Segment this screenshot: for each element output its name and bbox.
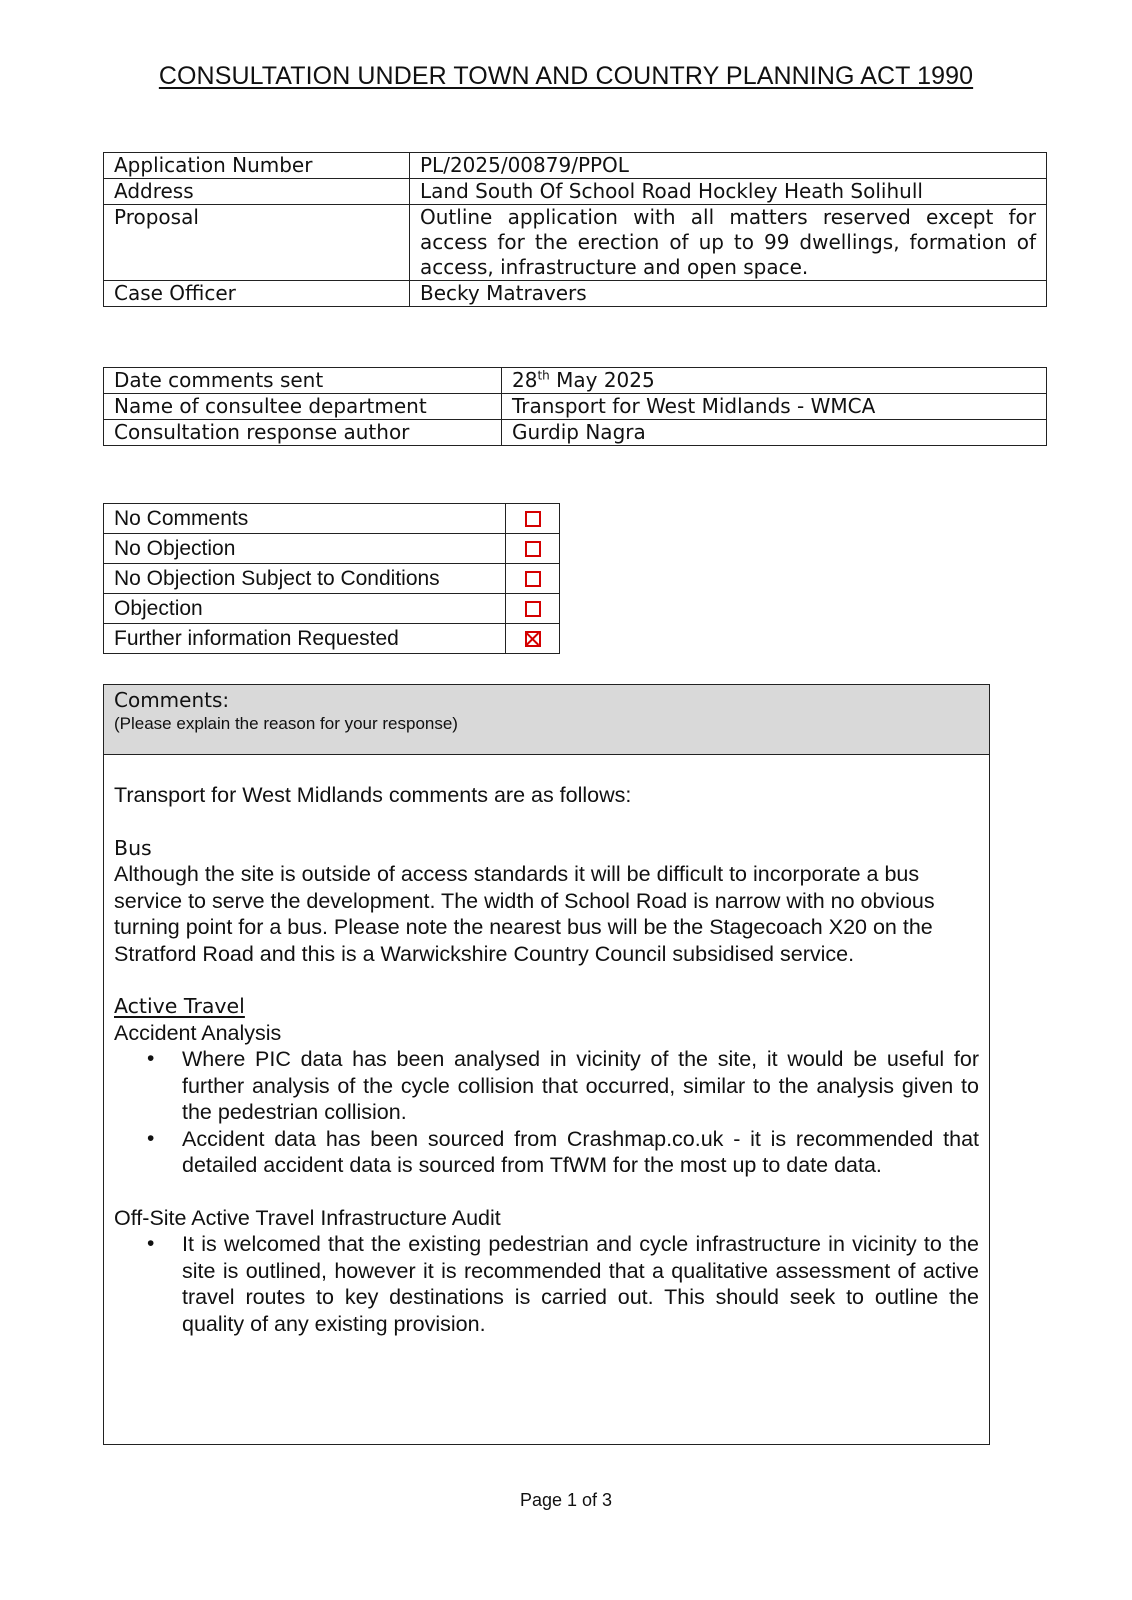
address-value: Land South Of School Road Hockley Heath Solihull [410,179,1047,205]
author-label: Consultation response author [104,420,502,446]
accident-bullet-list [114,1046,979,1179]
table-row [104,179,1047,205]
case-officer-value: Becky Matravers [410,281,1047,307]
active-travel-heading: Active Travel [114,994,245,1018]
date-suffix: th [537,368,550,383]
option-label: Objection [104,594,506,624]
date-sent-value [502,368,1047,394]
option-label: Further information Requested [104,624,506,654]
comments-label: Comments: [114,688,230,712]
proposal-label: Proposal [104,205,410,281]
application-number-value: PL/2025/00879/PPOL [410,153,1047,179]
date-rest: May 2025 [549,368,655,392]
list-item: • Where PIC data has been analysed in vicinity of the site, it would be useful for further analysis of the cycle collision that occurred, similar to the analysis given to the pedestrian collision. [182,1046,979,1126]
response-option-row [104,504,560,534]
application-details-table [103,152,1047,307]
option-label: No Comments [104,504,506,534]
table-row [104,205,1047,281]
list-item: • It is welcomed that the existing pedestrian and cycle infrastructure in vicinity to the site is outlined, however it is recommended that a qualitative assessment of active travel routes to key destinations is carried out. This should seek to outline the quality of any existing provision. [182,1231,979,1337]
response-option-row [104,564,560,594]
case-officer-label: Case Officer [104,281,410,307]
response-option-row [104,594,560,624]
date-day: 28 [512,368,538,392]
option-label: No Objection Subject to Conditions [104,564,506,594]
comments-section [103,684,990,1445]
checkbox[interactable] [525,631,541,647]
proposal-value: Outline application with all matters reserved except for access for the erection of up to 99 dwellings, formation of access, infrastructure and open space. [410,205,1047,281]
option-label: No Objection [104,534,506,564]
comments-hint: (Please explain the reason for your response) [114,714,458,733]
date-sent-label: Date comments sent [104,368,502,394]
list-item: • Accident data has been sourced from Crashmap.co.uk - it is recommended that detailed accident data is sourced from TfWM for the most up to date data. [182,1126,979,1179]
page-number: Page 1 of 3 [519,1490,613,1510]
response-option-row [104,624,560,654]
table-row [104,394,1047,420]
table-row [104,281,1047,307]
checkbox[interactable] [525,541,541,557]
response-option-row [104,534,560,564]
table-row [104,153,1047,179]
bus-heading: Bus [114,835,152,860]
application-number-label: Application Number [104,153,410,179]
checkbox[interactable] [525,571,541,587]
consultee-details-table [103,367,1047,446]
table-row [104,368,1047,394]
department-label: Name of consultee department [104,394,502,420]
table-row [104,420,1047,446]
response-options-table [103,503,560,654]
department-value: Transport for West Midlands - WMCA [502,394,1047,420]
checkbox[interactable] [525,511,541,527]
bus-text: Although the site is outside of access standards it will be difficult to incorporate a bus service to serve the development. The width of School Road is narrow with no obvious turning point for a bus. Please note the nearest bus will be the Stagecoach X20 on the Stratford Road and this is a Warwickshire Country Council subsidised service. [114,862,935,966]
audit-heading: Off-Site Active Travel Infrastructure Audit [114,1205,501,1230]
checkbox[interactable] [525,601,541,617]
address-label: Address [104,179,410,205]
comments-header [104,685,989,755]
comments-body [104,755,989,1337]
author-value: Gurdip Nagra [502,420,1047,446]
document-title: CONSULTATION UNDER TOWN AND COUNTRY PLANNING ACT 1990 [158,62,974,90]
comments-intro: Transport for West Midlands comments are as follows: [114,783,632,807]
audit-bullet-list [114,1231,979,1337]
accident-heading: Accident Analysis [114,1020,282,1045]
